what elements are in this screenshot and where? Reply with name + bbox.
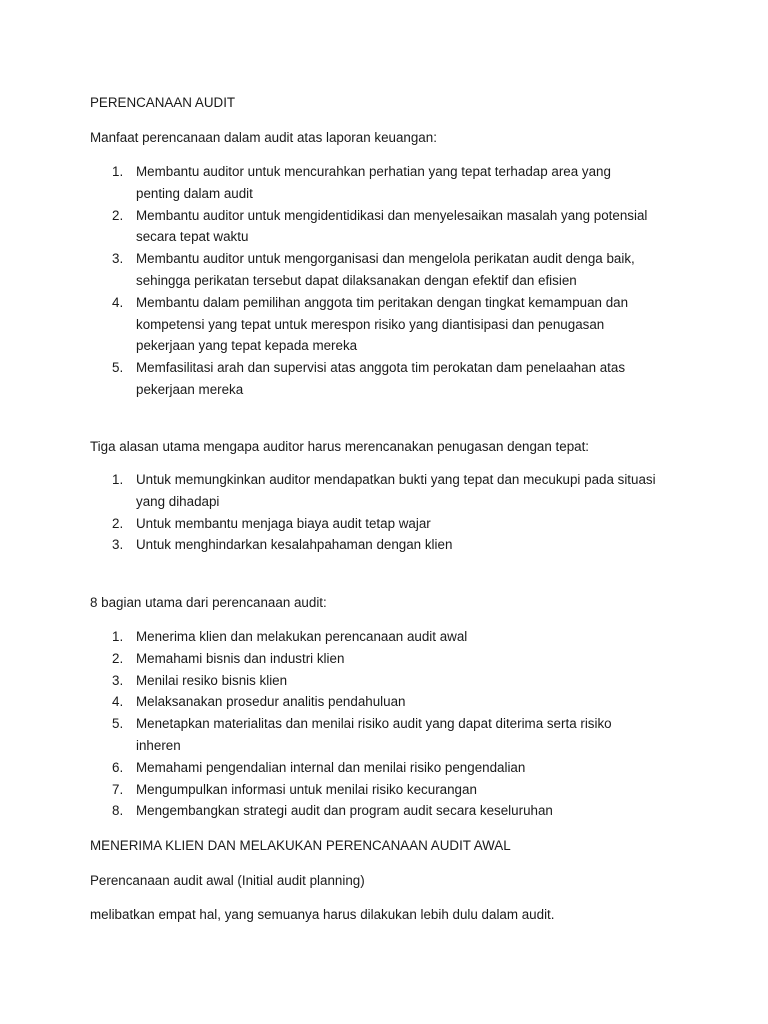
list-item: 1. Menerima klien dan melakukan perencanaan audit awal bbox=[112, 629, 468, 644]
list-item: 3. Membantu auditor untuk mengorganisasi dan mengelola perikatan audit denga baik, sehingga perikatan tersebut dapat dilaksanakan dengan efektif dan efisien bbox=[112, 251, 635, 288]
paragraph-four-things: melibatkan empat hal, yang semuanya harus dilakukan lebih dulu dalam audit. bbox=[90, 907, 555, 922]
list-item: 5. Memfasilitasi arah dan supervisi atas anggota tim perokatan dam penelaahan atas pekerjaan mereka bbox=[112, 360, 626, 397]
section3-intro: 8 bagian utama dari perencanaan audit: bbox=[90, 595, 327, 610]
paragraph-initial-planning: Perencanaan audit awal (Initial audit planning) bbox=[90, 873, 365, 888]
list-item: 8. Mengembangkan strategi audit dan program audit secara keseluruhan bbox=[112, 803, 553, 819]
section1-list bbox=[90, 161, 690, 401]
list-item: 2. Memahami bisnis dan industri klien bbox=[112, 650, 345, 666]
list-item: 4. Membantu dalam pemilihan anggota tim peritakan dengan tingkat kemampuan dan kompetensi yang tepat untuk merespon risiko yang diantisipasi dan penugasan pekerjaan yang tepat kepada mereka bbox=[112, 294, 629, 354]
section2-intro: Tiga alasan utama mengapa auditor harus merencanakan penugasan dengan tepat: bbox=[90, 439, 590, 454]
document-title: PERENCANAAN AUDIT bbox=[90, 95, 236, 110]
list-item: 4. Melaksanakan prosedur analitis pendahuluan bbox=[112, 694, 406, 710]
list-item: 2. Membantu auditor untuk mengidentidikasi dan menyelesaikan masalah yang potensial secara tepat waktu bbox=[112, 207, 648, 245]
section1-intro: Manfaat perencanaan dalam audit atas laporan keuangan: bbox=[90, 130, 437, 145]
list-item: 2. Untuk membantu menjaga biaya audit tetap wajar bbox=[112, 515, 431, 531]
list-item: 5. Menetapkan materialitas dan menilai risiko audit yang dapat diterima serta risiko inheren bbox=[112, 716, 612, 753]
section-subheading: MENERIMA KLIEN DAN MELAKUKAN PERENCANAAN AUDIT AWAL bbox=[90, 838, 511, 853]
list-item: 1. Membantu auditor untuk mencurahkan perhatian yang tepat terhadap area yang penting dalam audit bbox=[112, 164, 611, 201]
list-item: 3. Menilai resiko bisnis klien bbox=[112, 672, 288, 688]
section3-list bbox=[90, 626, 690, 822]
list-item: 3. Untuk menghindarkan kesalahpahaman dengan klien bbox=[112, 537, 453, 553]
list-item: 1. Untuk memungkinkan auditor mendapatkan bukti yang tepat dan mecukupi pada situasi yang dihadapi bbox=[112, 472, 656, 509]
section2-list bbox=[90, 469, 690, 556]
list-item: 7. Mengumpulkan informasi untuk menilai risiko kecurangan bbox=[112, 781, 477, 797]
list-item: 6. Memahami pengendalian internal dan menilai risiko pengendalian bbox=[112, 759, 526, 775]
